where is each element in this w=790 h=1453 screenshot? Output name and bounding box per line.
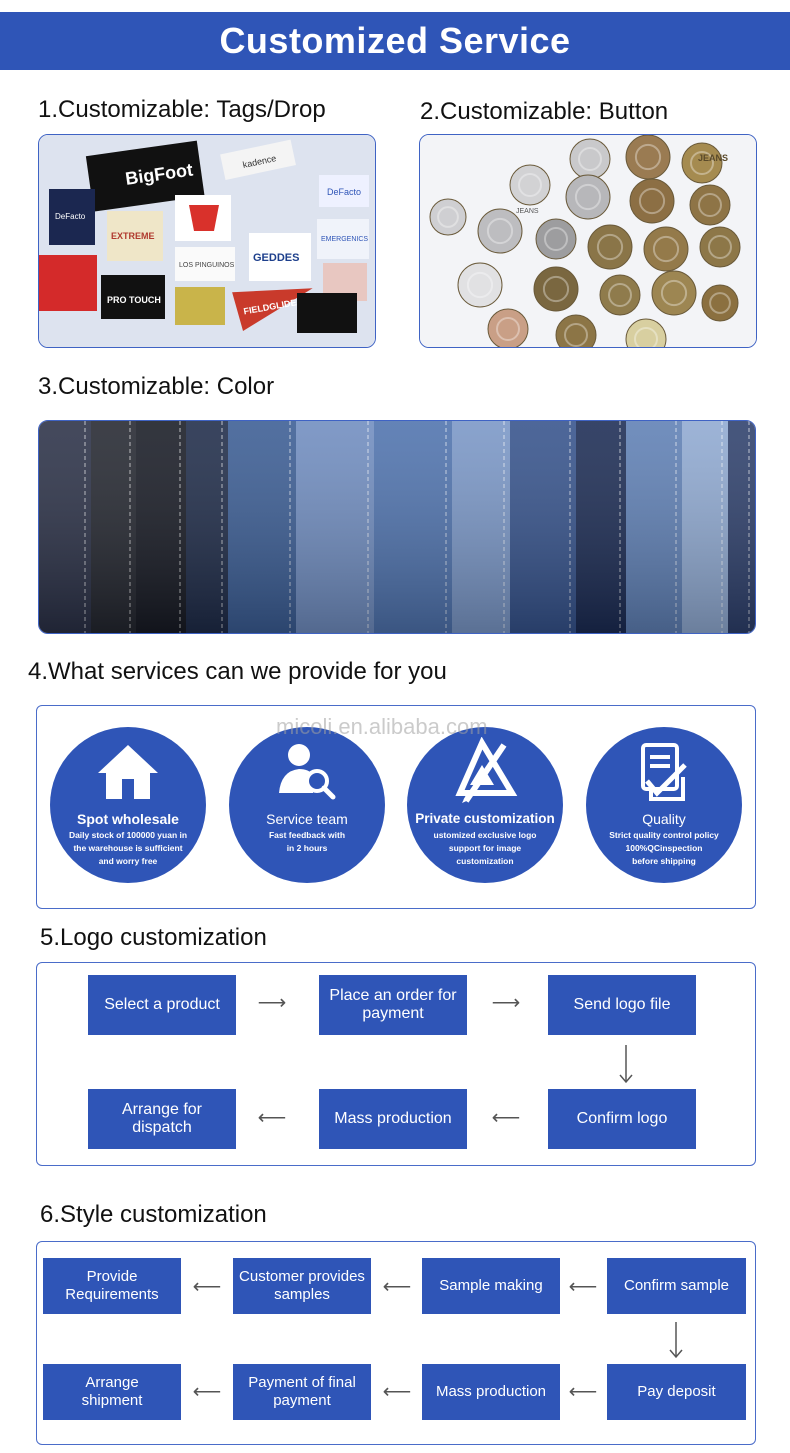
section-title-logo: 5.Logo customization [40,924,267,951]
tag-label: kadence [241,153,278,170]
tag-label: EMERGENICS [321,236,369,243]
service-team-icon [277,741,337,801]
metal-button [644,227,688,271]
page-title: Customized Service [219,20,571,61]
section-title-button: 2.Customizable: Button [420,98,669,125]
service-spot-wholesale [50,727,206,883]
service-description [421,829,549,868]
metal-button [652,271,696,315]
service-title: Spot wholesale [77,811,179,827]
service-desc-line: Strict quality control policy [609,830,719,840]
denim-color-photo [38,420,756,634]
style-step-confirm-sample: Confirm sample [607,1258,746,1314]
service-desc-line: before shipping [632,856,696,866]
arrow-left-icon: ⟵ [382,1276,412,1298]
section-title-color: 3.Customizable: Color [38,373,275,400]
metal-button [570,139,610,179]
service-desc-line: ustomized exclusive logo [433,830,537,840]
service-description [243,829,371,855]
metal-button [690,185,730,225]
section-title-services: 4.What services can we provide for you [28,658,447,685]
metal-button [702,285,738,321]
service-description [600,829,728,868]
arrow-left-icon: ⟵ [192,1276,222,1298]
style-step-pay-deposit: Pay deposit [607,1364,746,1420]
metal-button [626,135,670,179]
arrow-left-icon: ⟵ [192,1381,222,1403]
denim-shading [39,421,755,633]
style-step-final-payment: Payment of final payment [233,1364,371,1420]
metal-button [478,209,522,253]
arrow-left-icon: ⟵ [257,1107,287,1129]
metal-button [534,267,578,311]
service-desc-line: support for image [448,843,522,853]
tag-label: BigFoot [124,159,195,189]
metal-button [600,275,640,315]
metal-button [488,309,528,347]
metal-button [682,143,722,183]
arrow-down-icon [614,1043,638,1085]
service-description [64,829,192,868]
button-label: JEANS [698,153,729,163]
style-step-mass-production: Mass production [422,1364,560,1420]
arrow-left-icon: ⟵ [491,1107,521,1129]
tag-label: GEDDES [253,252,300,264]
metal-button [566,175,610,219]
logo-step-send-logo-file: Send logo file [548,975,696,1035]
service-desc-line: and worry free [98,856,158,866]
service-desc-line: in 2 hours [286,843,328,853]
buttons-photo [419,134,757,348]
section-title-style: 6.Style customization [40,1201,267,1228]
service-quality [586,727,742,883]
arrow-left-icon: ⟵ [382,1381,412,1403]
service-team [229,727,385,883]
tag-label: PRO TOUCH [107,295,161,305]
service-desc-line: Fast feedback with [268,830,346,840]
tag-label: LOS PINGUINOS [179,262,235,269]
logo-step-mass-production: Mass production [319,1089,467,1149]
style-step-arrange-shipment: Arrange shipment [43,1364,181,1420]
service-title: Quality [642,811,686,827]
style-step-sample-making: Sample making [422,1258,560,1314]
quality-document-icon [635,741,693,803]
style-step-customer-samples: Customer provides samples [233,1258,371,1314]
tag-label: DeFacto [327,187,362,197]
metal-button [700,227,740,267]
arrow-right-icon: ⟶ [257,992,287,1014]
metal-button [510,165,550,205]
logo-step-select-product: Select a product [88,975,236,1035]
service-desc-line: customization [456,856,514,866]
service-desc-line: the warehouse is sufficient [73,843,183,853]
metal-button [536,219,576,259]
arrow-left-icon: ⟵ [568,1276,598,1298]
header-banner [0,12,790,70]
service-title: Service team [266,811,348,827]
section-title-tags: 1.Customizable: Tags/Drop [38,96,326,123]
arrow-down-icon [664,1320,688,1360]
arrow-left-icon: ⟵ [568,1381,598,1403]
tags-photo [38,134,376,348]
metal-button [458,263,502,307]
design-tools-icon [452,737,518,803]
house-icon [96,741,160,803]
watermark: micoli.en.alibaba.com [276,714,488,739]
metal-button [430,199,466,235]
metal-button [588,225,632,269]
tag-label: EXTREME [111,231,155,241]
tag-label: FIELDGLIDE [242,297,298,317]
logo-step-arrange-dispatch: Arrange for dispatch [88,1089,236,1149]
service-desc-line: 100%QCinspection [625,843,703,853]
service-title: Private customization [415,811,555,826]
metal-button [630,179,674,223]
tags-illustration [39,135,375,347]
logo-step-confirm-logo: Confirm logo [548,1089,696,1149]
style-step-provide-requirements: Provide Requirements [43,1258,181,1314]
tag-label: DeFacto [55,212,86,221]
service-desc-line: Daily stock of 100000 yuan in [68,830,188,840]
arrow-right-icon: ⟶ [491,992,521,1014]
denim-swatches [39,421,755,633]
buttons-illustration [420,135,756,347]
service-private-customization [407,727,563,883]
button-label: JEANS [516,208,539,215]
logo-step-place-order: Place an order for payment [319,975,467,1035]
